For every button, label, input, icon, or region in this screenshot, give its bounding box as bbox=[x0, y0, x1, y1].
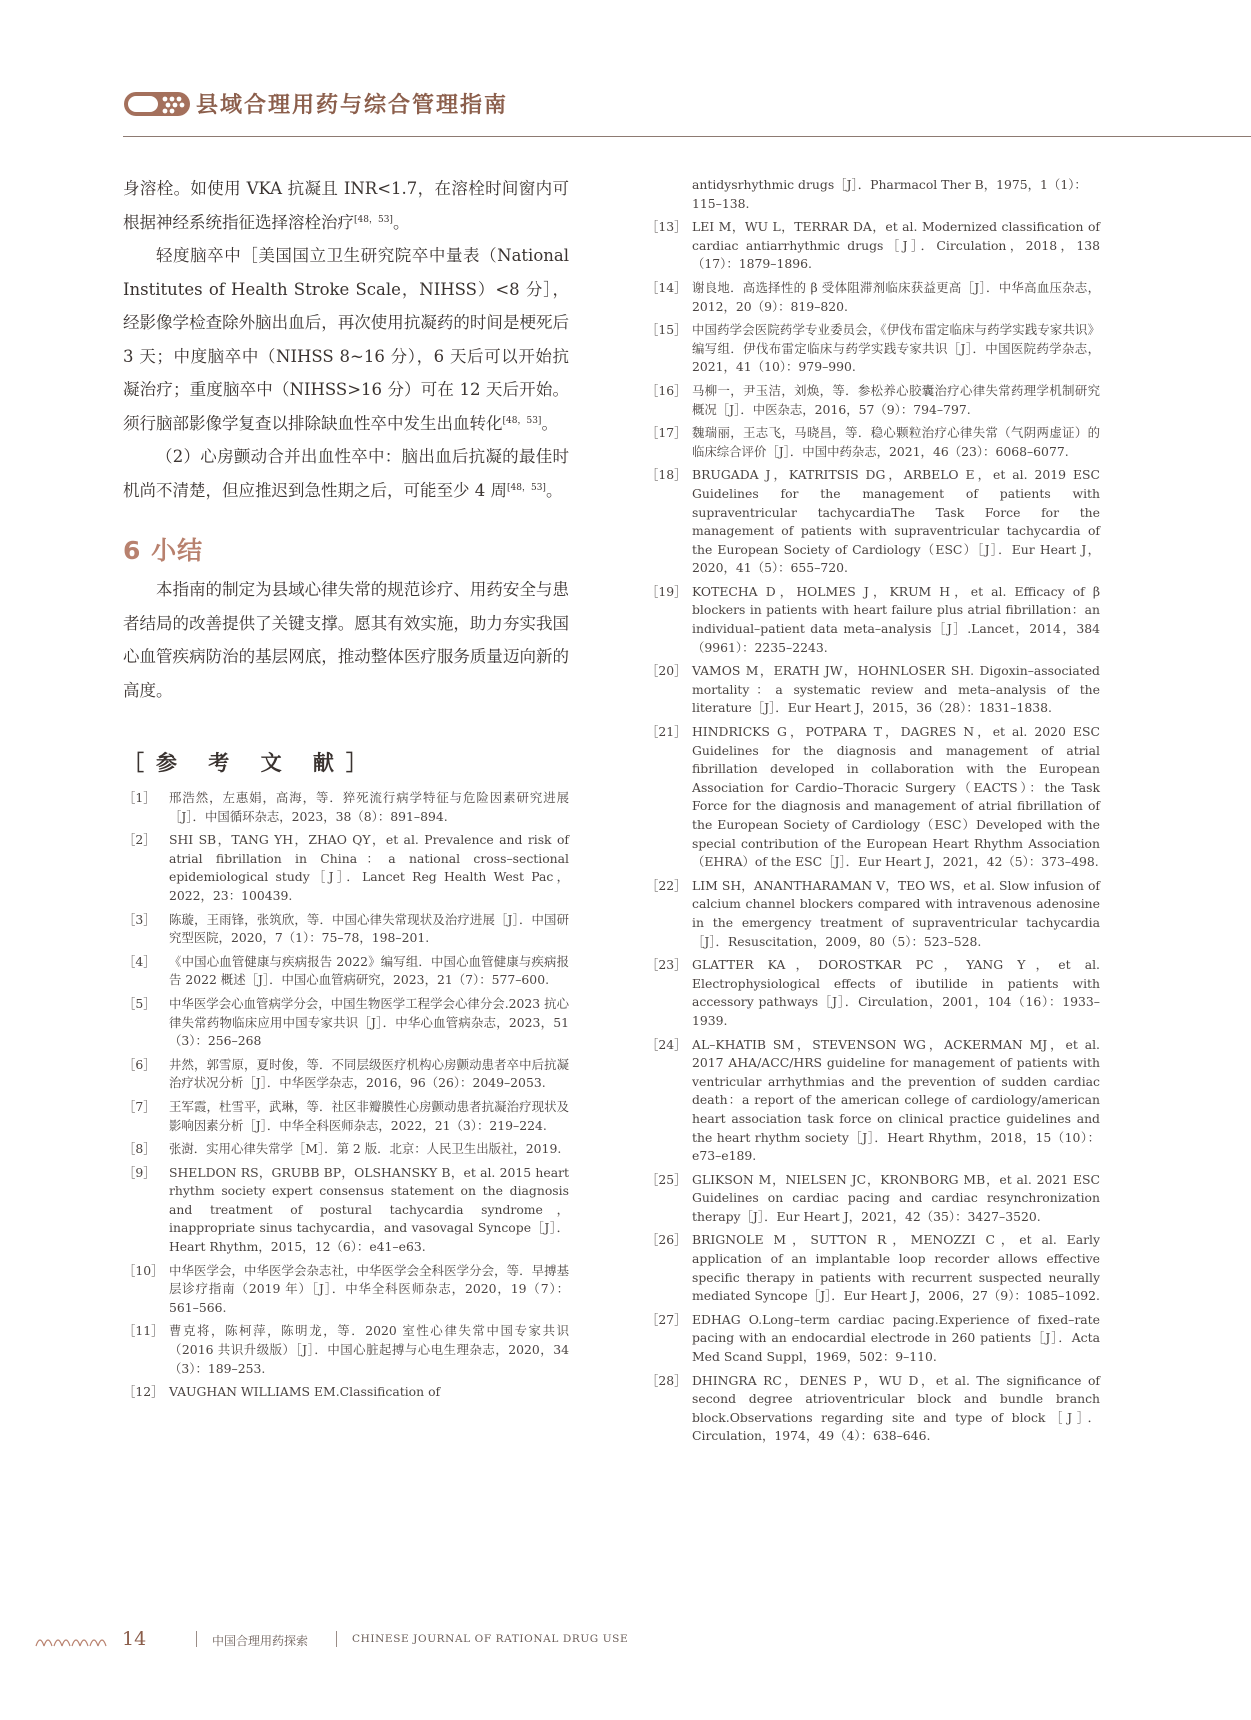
reference-item bbox=[123, 1322, 569, 1378]
reference-number: ［8］ bbox=[123, 1141, 156, 1157]
journal-name-en: CHINESE JOURNAL OF RATIONAL DRUG USE bbox=[352, 1633, 629, 1645]
reference-text: HINDRICKS G，POTPARA T，DAGRES N，et al. 2020 ESC Guidelines for the diagnosis and management of atrial fibrillation developed in collaboration with the European Association for Cardio–Thoracic Surgery（EACTS）：the Task Force for the diagnosis and management of atrial fibrillation of the European Society of Cardiology（ESC）Developed with the special contribution of the European Heart Rhythm Association（EHRA）of the ESC［J］．Eur Heart J，2021，42（5）：373–498. bbox=[692, 724, 1100, 870]
reference-item bbox=[646, 218, 1100, 274]
reference-text: VAUGHAN WILLIAMS EM.Classification of bbox=[169, 1384, 441, 1400]
reference-item bbox=[646, 583, 1100, 657]
reference-text: 中华医学会心血管病学分会，中国生物医学工程学会心律分会.2023 抗心律失常药物临床应用中国专家共识［J］．中华心血管病杂志，2023，51（3）：256–268 bbox=[169, 995, 569, 1049]
reference-text: 王军霞，杜雪平，武琳，等．社区非瓣膜性心房颤动患者抗凝治疗现状及影响因素分析［J］．中华全科医师杂志，2022，21（3）：219–224. bbox=[169, 1098, 569, 1133]
reference-text: 邢浩然，左惠娟，高海，等．猝死流行病学特征与危险因素研究进展［J］．中国循环杂志，2023，38（8）：891–894. bbox=[169, 790, 569, 824]
reference-number: ［14］ bbox=[646, 279, 687, 295]
reference-item bbox=[123, 1098, 569, 1135]
paragraph-end: 。 bbox=[545, 480, 563, 500]
journal-logo-icon bbox=[123, 90, 191, 118]
reference-number: ［17］ bbox=[646, 425, 687, 441]
reference-text: 谢良地．高选择性的 β 受体阻滞剂临床获益更高［J］．中华高血压杂志，2012，20（9）：819–820. bbox=[692, 279, 1100, 314]
reference-number: ［13］ bbox=[646, 219, 687, 235]
reference-text: 井然，郭雪原，夏时俊，等．不同层级医疗机构心房颤动患者卒中后抗凝治疗状况分析［J］．中华医学杂志，2016，96（26）：2049–2053. bbox=[169, 1056, 569, 1091]
reference-text: LEI M，WU L，TERRAR DA，et al. Modernized classification of cardiac antiarrhythmic drugs［J］．Circulation，2018，138（17）：1879–1896. bbox=[692, 219, 1100, 272]
reference-number: ［16］ bbox=[646, 382, 687, 398]
reference-number: ［10］ bbox=[123, 1262, 164, 1278]
running-header bbox=[123, 84, 723, 124]
reference-number: ［15］ bbox=[646, 322, 687, 338]
reference-text: 陈璇，王雨锋，张筑欣，等．中国心律失常现状及治疗进展［J］．中国研究型医院，2020，7（1）：75–78，198–201. bbox=[169, 911, 569, 946]
references-heading: ［参 考 文 献］ bbox=[123, 750, 379, 775]
journal-name-cn: 中国合理用药探索 bbox=[212, 1634, 309, 1648]
reference-item bbox=[123, 1056, 569, 1093]
reference-number: ［4］ bbox=[123, 953, 156, 969]
footer-divider bbox=[196, 1631, 197, 1647]
reference-item bbox=[646, 1311, 1100, 1367]
reference-continuation: antidysrhythmic drugs［J］．Pharmacol Ther B，1975，1（1）：115–138. bbox=[692, 177, 1087, 211]
reference-number: ［24］ bbox=[646, 1036, 687, 1052]
reference-item bbox=[123, 1140, 569, 1159]
reference-item bbox=[646, 662, 1100, 718]
reference-item bbox=[646, 956, 1100, 1030]
footer-divider bbox=[336, 1631, 337, 1647]
reference-item bbox=[646, 1171, 1100, 1227]
reference-text: VAMOS M，ERATH JW，HOHNLOSER SH. Digoxin–associated mortality：a systematic review and meta–analysis of the literature［J］．Eur Heart J，2015，36（28）：1831–1838. bbox=[692, 663, 1100, 716]
reference-item bbox=[646, 424, 1100, 461]
reference-number: ［9］ bbox=[123, 1164, 156, 1180]
paragraph-text: 身溶栓。如使用 VKA 抗凝且 INR<1.7，在溶栓时间窗内可根据神经系统指征选择溶栓治疗 bbox=[123, 179, 569, 232]
reference-number: ［28］ bbox=[646, 1372, 687, 1388]
paragraph-text: 轻度脑卒中［美国国立卫生研究院卒中量表（National Institutes of Health Stroke Scale，NIHSS）<8 分］，经影像学检查除外脑出血后，再次使用抗凝药的时间是梗死后 3 天；中度脑卒中（NIHSS 8~16 分），6 天后可以开始抗凝治疗；重度脑卒中（NIHSS>16 分）可在 12 天后开始。须行脑部影像学复查以排除缺血性卒中发生出血转化 bbox=[123, 246, 569, 433]
reference-text: EDHAG O.Long–term cardiac pacing.Experience of fixed–rate pacing with an endocardial electrode in 260 patients［J］．Acta Med Scand Suppl，1969，502：9–110. bbox=[692, 1311, 1100, 1365]
right-column bbox=[646, 176, 1100, 1451]
reference-item bbox=[123, 1262, 569, 1318]
reference-text: KOTECHA D，HOLMES J，KRUM H，et al. Efficacy of β blockers in patients with heart failure plus atrial fibrillation：an individual–patient data meta–analysis［J］.Lancet，2014，384（9961）：2235–2243. bbox=[692, 583, 1100, 655]
reference-item bbox=[646, 1231, 1100, 1305]
reference-item bbox=[646, 321, 1100, 377]
reference-number: ［25］ bbox=[646, 1171, 687, 1187]
reference-text: 魏瑞丽，王志飞，马晓昌，等．稳心颗粒治疗心律失常（气阴两虚证）的临床综合评价［J］．中国中药杂志，2021，46（23）：6068–6077. bbox=[692, 425, 1100, 459]
reference-item bbox=[123, 995, 569, 1051]
reference-text: 马柳一，尹玉洁，刘焕，等．参松养心胶囊治疗心律失常药理学机制研究概况［J］．中医杂志，2016，57（9）：794–797. bbox=[692, 382, 1100, 417]
reference-number: ［23］ bbox=[646, 957, 687, 973]
reference-item bbox=[123, 831, 569, 905]
reference-list-right bbox=[646, 218, 1100, 1446]
reference-number: ［27］ bbox=[646, 1311, 687, 1327]
reference-item bbox=[646, 723, 1100, 872]
reference-item bbox=[646, 1036, 1100, 1166]
body-paragraph bbox=[123, 239, 569, 440]
reference-item bbox=[123, 1164, 569, 1257]
reference-number: ［11］ bbox=[123, 1323, 164, 1339]
summary-paragraph: 本指南的制定为县域心律失常的规范诊疗、用药安全与患者结局的改善提供了关键支撑。愿其有效实施，助力夯实我国心血管疾病防治的基层网底，推动整体医疗服务质量迈向新的高度。 bbox=[123, 580, 569, 700]
reference-item bbox=[123, 789, 569, 826]
reference-number: ［21］ bbox=[646, 724, 687, 740]
reference-text: GLIKSON M，NIELSEN JC，KRONBORG MB，et al. 2021 ESC Guidelines on cardiac pacing and cardiac resynchronization therapy［J］．Eur Heart J，2021，42（35）：3427–3520. bbox=[692, 1171, 1100, 1224]
reference-number: ［26］ bbox=[646, 1232, 687, 1248]
decorative-pattern-icon bbox=[34, 1632, 112, 1648]
body-paragraph bbox=[123, 440, 569, 507]
reference-number: ［1］ bbox=[123, 790, 156, 805]
reference-text: 中华医学会，中华医学会杂志社，中华医学会全科医学分会，等．早搏基层诊疗指南（2019 年）［J］．中华全科医师杂志，2020，19（7）：561–566. bbox=[169, 1262, 569, 1315]
reference-number: ［5］ bbox=[123, 995, 156, 1011]
header-title: 县域合理用药与综合管理指南 bbox=[196, 92, 509, 118]
header-rule bbox=[123, 136, 1251, 137]
reference-number: ［3］ bbox=[123, 911, 156, 927]
reference-text: SHELDON RS，GRUBB BP，OLSHANSKY B，et al. 2015 heart rhythm society expert consensus statement on the diagnosis and treatment of postural tachycardia syndrome，inappropriate sinus tachycardia，and vasovagal Syncope［J］．Heart Rhythm，2015，12（6）：e41–e63. bbox=[169, 1164, 569, 1255]
reference-item bbox=[123, 1383, 569, 1402]
reference-item bbox=[123, 953, 569, 990]
paragraph-end: 。 bbox=[541, 413, 558, 433]
reference-text: 中国药学会医院药学专业委员会，《伊伐布雷定临床与药学实践专家共识》编写组．伊伐布雷定临床与药学实践专家共识［J］．中国医院药学杂志，2021，41（10）：979–990. bbox=[692, 322, 1100, 375]
reference-item bbox=[646, 382, 1100, 419]
reference-number: ［22］ bbox=[646, 877, 687, 893]
reference-text: SHI SB，TANG YH，ZHAO QY，et al. Prevalence and risk of atrial fibrillation in China：a national cross–sectional epidemiological study［J］．Lancet Reg Health West Pac，2022，23：100439. bbox=[169, 832, 569, 903]
reference-text: 《中国心血管健康与疾病报告 2022》编写组．中国心血管健康与疾病报告 2022 概述［J］．中国心血管病研究，2023，21（7）：577–600. bbox=[169, 953, 569, 988]
reference-item bbox=[123, 911, 569, 948]
reference-item bbox=[646, 877, 1100, 951]
reference-item bbox=[646, 1372, 1100, 1446]
reference-item bbox=[646, 279, 1100, 316]
reference-number: ［12］ bbox=[123, 1384, 164, 1400]
page-footer bbox=[34, 1628, 734, 1652]
reference-text: GLATTER KA，DOROSTKAR PC，YANG Y，et al. Electrophysiological effects of ibutilide in patients with accessory pathways［J］．Circulation，2001，104（16）：1933–1939. bbox=[692, 957, 1100, 1028]
reference-text: BRIGNOLE M，SUTTON R，MENOZZI C，et al. Early application of an implantable loop recorder allows effective specific therapy in patients with recurrent suspected neurally mediated Syncope［J］．Eur Heart J，2006，27（9）：1085–1092. bbox=[692, 1232, 1100, 1304]
citation: [48，53] bbox=[354, 214, 393, 225]
reference-number: ［6］ bbox=[123, 1056, 156, 1072]
reference-text: LIM SH，ANANTHARAMAN V，TEO WS，et al. Slow infusion of calcium channel blockers compared with intravenous adenosine in the emergency treatment of supraventricular tachycardia［J］．Resuscitation，2009，80（5）：523–528. bbox=[692, 877, 1100, 949]
reference-text: DHINGRA RC，DENES P，WU D，et al. The significance of second degree atrioventricular block and bundle branch block.Observations regarding site and type of block［J］．Circulation，1974，49（4）：638–646. bbox=[692, 1372, 1100, 1444]
body-paragraph bbox=[123, 172, 569, 239]
reference-text: AL–KHATIB SM，STEVENSON WG，ACKERMAN MJ，et al. 2017 AHA/ACC/HRS guideline for management of patients with ventricular arrhythmias and the prevention of sudden cardiac death：a report of the american college of cardiology/american heart association task force on clinical practice guidelines and the heart rhythm society［J］．Heart Rhythm，2018，15（10）：e73–e189. bbox=[692, 1036, 1100, 1164]
page-number: 14 bbox=[122, 1628, 147, 1650]
reference-text: 张澍．实用心律失常学［M］．第 2 版．北京：人民卫生出版社，2019. bbox=[169, 1141, 562, 1157]
paragraph-text: （2）心房颤动合并出血性卒中：脑出血后抗凝的最佳时机尚不清楚，但应推迟到急性期之后，可能至少 4 周 bbox=[123, 447, 569, 500]
reference-number: ［19］ bbox=[646, 583, 687, 599]
paragraph-end: 。 bbox=[392, 212, 410, 232]
left-column bbox=[123, 172, 569, 1407]
reference-number: ［18］ bbox=[646, 467, 687, 483]
citation: [48，53] bbox=[507, 482, 546, 493]
section-heading: 6 小结 bbox=[123, 536, 204, 565]
reference-text: BRUGADA J，KATRITSIS DG，ARBELO E，et al. 2019 ESC Guidelines for the management of patients with supraventricular tachycardiaThe Task Force for the management of patients with supraventricular tachycardia of the European Society of Cardiology（ESC）［J］．Eur Heart J，2020，41（5）：655–720. bbox=[692, 467, 1100, 576]
reference-list-left bbox=[123, 789, 569, 1402]
reference-number: ［7］ bbox=[123, 1098, 156, 1114]
reference-number: ［2］ bbox=[123, 832, 156, 848]
reference-item bbox=[646, 466, 1100, 578]
reference-text: 曹克将，陈柯萍，陈明龙，等．2020 室性心律失常中国专家共识（2016 共识升级版）［J］．中国心脏起搏与心电生理杂志，2020，34（3）：189–253. bbox=[169, 1323, 569, 1376]
citation: [48，53] bbox=[502, 415, 542, 426]
reference-number: ［20］ bbox=[646, 663, 687, 679]
